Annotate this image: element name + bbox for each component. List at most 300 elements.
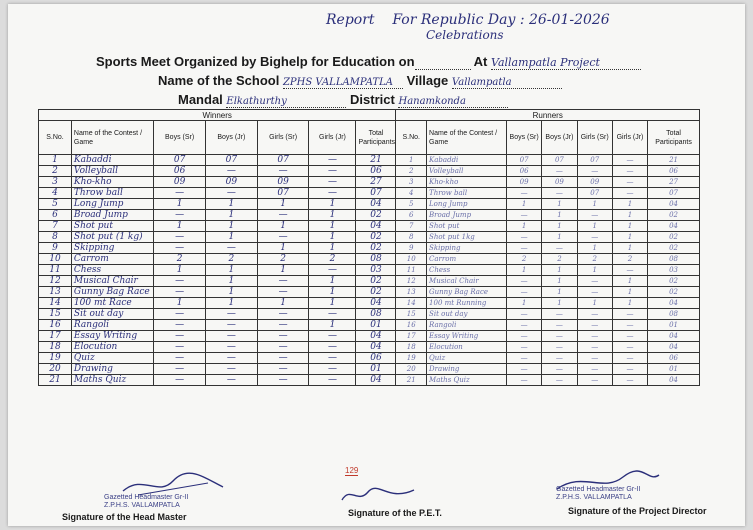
- table-cell-rg: 100 mt Running: [427, 298, 507, 309]
- table-cell-rt: 04: [648, 199, 700, 210]
- village-label: Village: [406, 73, 449, 88]
- table-cell-gs: 1: [257, 243, 309, 254]
- table-row: [39, 342, 700, 353]
- table-cell-rn: 20: [396, 364, 427, 375]
- table-cell-rbs: —: [507, 320, 542, 331]
- table-cell-rgj: —: [612, 309, 647, 320]
- table-cell-rgj: 1: [612, 221, 647, 232]
- table-cell-rn: 6: [396, 210, 427, 221]
- table-cell-rn: 17: [396, 331, 427, 342]
- celebrations-note: Celebrations: [426, 28, 504, 42]
- table-cell-g: Sit out day: [71, 309, 153, 320]
- table-cell-rg: Essay Writing: [427, 331, 507, 342]
- table-cell-gs: —: [257, 353, 309, 364]
- table-cell-rgj: —: [612, 353, 647, 364]
- table-cell-rbs: 06: [507, 166, 542, 177]
- table-cell-g: Chess: [71, 265, 153, 276]
- table-row: [39, 199, 700, 210]
- table-cell-rgs: —: [577, 276, 612, 287]
- table-cell-gj: —: [309, 375, 356, 386]
- table-cell-gs: 1: [257, 199, 309, 210]
- table-cell-t: 02: [356, 287, 396, 298]
- table-cell-rt: 07: [648, 188, 700, 199]
- table-row: [39, 298, 700, 309]
- table-cell-rbj: 1: [542, 221, 577, 232]
- pet-signature-label: Signature of the P.E.T.: [348, 508, 442, 518]
- table-cell-rn: 1: [396, 155, 427, 166]
- table-cell-gj: 1: [309, 276, 356, 287]
- runner-col-sno: S.No.: [396, 121, 427, 155]
- table-cell-bj: 1: [205, 298, 257, 309]
- table-cell-bs: 06: [154, 166, 206, 177]
- table-cell-rn: 5: [396, 199, 427, 210]
- table-cell-rbj: 07: [542, 155, 577, 166]
- stamp-right-line2: Z.P.H.S. VALLAMPATLA: [556, 494, 632, 501]
- table-cell-rgs: —: [577, 342, 612, 353]
- table-cell-gs: 07: [257, 155, 309, 166]
- table-cell-rgs: 1: [577, 221, 612, 232]
- table-cell-gj: 2: [309, 254, 356, 265]
- table-cell-rg: Gunny Bag Race: [427, 287, 507, 298]
- table-cell-rgs: 1: [577, 298, 612, 309]
- school-line: [158, 73, 562, 89]
- table-cell-rbj: —: [542, 331, 577, 342]
- table-cell-bj: 1: [205, 199, 257, 210]
- table-cell-rgj: 2: [612, 254, 647, 265]
- table-cell-rbs: 1: [507, 199, 542, 210]
- table-cell-gj: 1: [309, 232, 356, 243]
- table-cell-n: 5: [39, 199, 72, 210]
- table-cell-rbj: 1: [542, 210, 577, 221]
- table-cell-g: Rangoli: [71, 320, 153, 331]
- table-cell-bs: 1: [154, 221, 206, 232]
- table-cell-gs: —: [257, 342, 309, 353]
- table-cell-rbj: —: [542, 309, 577, 320]
- table-cell-t: 27: [356, 177, 396, 188]
- table-cell-g: Kho-kho: [71, 177, 153, 188]
- table-cell-rgj: 1: [612, 243, 647, 254]
- table-row: [39, 309, 700, 320]
- table-cell-rg: Skipping: [427, 243, 507, 254]
- table-cell-gj: 1: [309, 210, 356, 221]
- table-cell-n: 14: [39, 298, 72, 309]
- table-cell-rn: 10: [396, 254, 427, 265]
- mandal-label: Mandal: [178, 92, 223, 107]
- title-at: At: [473, 54, 488, 69]
- title-line: [96, 54, 641, 70]
- col-sno: S.No.: [39, 121, 72, 155]
- table-cell-t: 02: [356, 243, 396, 254]
- table-cell-rt: 02: [648, 232, 700, 243]
- table-cell-rgs: —: [577, 320, 612, 331]
- table-cell-rbj: 1: [542, 276, 577, 287]
- table-cell-rbj: 1: [542, 232, 577, 243]
- table-cell-t: 01: [356, 364, 396, 375]
- table-cell-bs: 07: [154, 155, 206, 166]
- table-cell-n: 12: [39, 276, 72, 287]
- table-cell-rn: 12: [396, 276, 427, 287]
- table-cell-gs: —: [257, 166, 309, 177]
- table-cell-g: Maths Quiz: [71, 375, 153, 386]
- table-cell-bj: —: [205, 342, 257, 353]
- table-cell-rn: 19: [396, 353, 427, 364]
- table-cell-rbj: —: [542, 353, 577, 364]
- table-row: [39, 188, 700, 199]
- table-cell-gs: —: [257, 210, 309, 221]
- table-cell-rg: Elocution: [427, 342, 507, 353]
- table-cell-rt: 03: [648, 265, 700, 276]
- table-cell-bs: 1: [154, 199, 206, 210]
- table-cell-n: 9: [39, 243, 72, 254]
- table-cell-bs: —: [154, 364, 206, 375]
- table-cell-bj: 09: [205, 177, 257, 188]
- table-cell-n: 1: [39, 155, 72, 166]
- table-cell-bs: —: [154, 276, 206, 287]
- table-cell-rbs: —: [507, 276, 542, 287]
- title-text: Sports Meet Organized by Bighelp for Education on: [96, 54, 415, 69]
- table-cell-rn: 4: [396, 188, 427, 199]
- table-cell-gj: 1: [309, 199, 356, 210]
- table-cell-rg: Rangoli: [427, 320, 507, 331]
- table-cell-rgj: —: [612, 375, 647, 386]
- table-cell-bs: —: [154, 188, 206, 199]
- table-cell-gs: —: [257, 375, 309, 386]
- table-cell-t: 02: [356, 276, 396, 287]
- table-cell-n: 11: [39, 265, 72, 276]
- table-cell-rbj: —: [542, 320, 577, 331]
- table-cell-gj: —: [309, 166, 356, 177]
- table-cell-g: Shot put: [71, 221, 153, 232]
- table-cell-rn: 15: [396, 309, 427, 320]
- table-cell-bj: 1: [205, 210, 257, 221]
- stamp-right-line1: Gazetted Headmaster Gr-II: [556, 486, 641, 493]
- table-cell-rn: 2: [396, 166, 427, 177]
- table-cell-gj: —: [309, 188, 356, 199]
- table-cell-bj: —: [205, 166, 257, 177]
- table-cell-bj: 1: [205, 221, 257, 232]
- winners-section-header: Winners: [39, 110, 396, 121]
- table-cell-rt: 21: [648, 155, 700, 166]
- table-cell-n: 10: [39, 254, 72, 265]
- mandal-line: [178, 92, 508, 108]
- table-cell-g: Elocution: [71, 342, 153, 353]
- table-cell-bj: —: [205, 353, 257, 364]
- table-cell-t: 04: [356, 221, 396, 232]
- table-cell-rn: 3: [396, 177, 427, 188]
- table-cell-rt: 04: [648, 331, 700, 342]
- table-cell-rbj: —: [542, 188, 577, 199]
- col-boys-jr: Boys (Jr): [205, 121, 257, 155]
- table-cell-gj: —: [309, 309, 356, 320]
- table-cell-gs: 1: [257, 298, 309, 309]
- col-game: Name of the Contest / Game: [71, 121, 153, 155]
- table-cell-rbs: 07: [507, 155, 542, 166]
- table-cell-rg: Throw ball: [427, 188, 507, 199]
- table-row: [39, 166, 700, 177]
- table-cell-t: 21: [356, 155, 396, 166]
- table-cell-rbs: —: [507, 232, 542, 243]
- table-cell-gs: —: [257, 364, 309, 375]
- title-place: Vallampatla Project: [491, 56, 641, 70]
- table-cell-rgs: 1: [577, 265, 612, 276]
- table-cell-gs: —: [257, 331, 309, 342]
- table-cell-rbj: —: [542, 243, 577, 254]
- table-cell-rgs: —: [577, 287, 612, 298]
- table-cell-rbs: —: [507, 188, 542, 199]
- table-cell-rgs: —: [577, 232, 612, 243]
- table-cell-rg: Musical Chair: [427, 276, 507, 287]
- table-cell-g: Skipping: [71, 243, 153, 254]
- table-cell-t: 01: [356, 320, 396, 331]
- table-cell-rt: 04: [648, 298, 700, 309]
- table-cell-n: 7: [39, 221, 72, 232]
- report-note: Report: [326, 12, 375, 28]
- table-cell-rbs: —: [507, 309, 542, 320]
- table-row: [39, 221, 700, 232]
- table-cell-rn: 8: [396, 232, 427, 243]
- table-cell-gs: —: [257, 320, 309, 331]
- table-cell-gj: 1: [309, 221, 356, 232]
- table-cell-rg: Volleyball: [427, 166, 507, 177]
- table-cell-rbs: —: [507, 287, 542, 298]
- table-cell-t: 04: [356, 342, 396, 353]
- table-cell-n: 2: [39, 166, 72, 177]
- table-cell-bs: —: [154, 287, 206, 298]
- table-cell-rt: 08: [648, 309, 700, 320]
- table-cell-rgs: 1: [577, 243, 612, 254]
- table-cell-gs: —: [257, 309, 309, 320]
- table-cell-bs: —: [154, 342, 206, 353]
- table-cell-gj: —: [309, 155, 356, 166]
- table-cell-rgs: —: [577, 166, 612, 177]
- col-total: Total Participants: [356, 121, 396, 155]
- table-cell-bs: —: [154, 243, 206, 254]
- table-row: [39, 331, 700, 342]
- table-cell-bj: —: [205, 320, 257, 331]
- col-girls-jr: Girls (Jr): [309, 121, 356, 155]
- table-cell-n: 8: [39, 232, 72, 243]
- table-cell-rgs: —: [577, 364, 612, 375]
- table-row: [39, 320, 700, 331]
- table-cell-gs: 09: [257, 177, 309, 188]
- table-cell-g: Essay Writing: [71, 331, 153, 342]
- table-cell-gj: —: [309, 177, 356, 188]
- table-cell-rt: 08: [648, 254, 700, 265]
- table-cell-bs: —: [154, 210, 206, 221]
- table-cell-bj: —: [205, 188, 257, 199]
- table-cell-n: 21: [39, 375, 72, 386]
- table-cell-bj: —: [205, 375, 257, 386]
- table-cell-rt: 02: [648, 276, 700, 287]
- table-cell-bj: —: [205, 309, 257, 320]
- stamp-left: [104, 494, 188, 510]
- table-cell-t: 04: [356, 199, 396, 210]
- stamp-right: [556, 486, 640, 502]
- table-cell-g: Broad Jump: [71, 210, 153, 221]
- table-cell-rgj: —: [612, 155, 647, 166]
- table-cell-rg: Maths Quiz: [427, 375, 507, 386]
- table-cell-rt: 02: [648, 243, 700, 254]
- table-cell-rgj: —: [612, 320, 647, 331]
- table-row: [39, 155, 700, 166]
- col-boys-sr: Boys (Sr): [154, 121, 206, 155]
- table-cell-g: Kabaddi: [71, 155, 153, 166]
- table-cell-rgj: —: [612, 177, 647, 188]
- table-cell-rbs: —: [507, 243, 542, 254]
- table-cell-n: 18: [39, 342, 72, 353]
- table-row: [39, 254, 700, 265]
- table-cell-gs: 07: [257, 188, 309, 199]
- runners-section-header: Runners: [396, 110, 700, 121]
- table-cell-t: 02: [356, 232, 396, 243]
- table-cell-bs: 1: [154, 298, 206, 309]
- table-cell-rgj: —: [612, 265, 647, 276]
- table-cell-rn: 16: [396, 320, 427, 331]
- table-cell-rg: Sit out day: [427, 309, 507, 320]
- district-value: Hanamkonda: [398, 96, 508, 108]
- table-row: [39, 353, 700, 364]
- table-cell-rgs: 1: [577, 199, 612, 210]
- table-cell-n: 3: [39, 177, 72, 188]
- table-cell-bj: 2: [205, 254, 257, 265]
- table-cell-rbj: 1: [542, 287, 577, 298]
- table-cell-rg: Quiz: [427, 353, 507, 364]
- table-cell-g: Long Jump: [71, 199, 153, 210]
- table-cell-rgs: —: [577, 331, 612, 342]
- table-cell-bj: 1: [205, 287, 257, 298]
- table-row: [39, 375, 700, 386]
- table-cell-bs: 2: [154, 254, 206, 265]
- table-cell-bj: —: [205, 364, 257, 375]
- table-cell-rg: Chess: [427, 265, 507, 276]
- table-cell-rgj: —: [612, 364, 647, 375]
- table-cell-bs: —: [154, 331, 206, 342]
- table-cell-rt: 04: [648, 375, 700, 386]
- table-cell-rgj: —: [612, 342, 647, 353]
- table-row: [39, 364, 700, 375]
- table-cell-bj: —: [205, 243, 257, 254]
- table-row: [39, 276, 700, 287]
- table-cell-rbs: —: [507, 210, 542, 221]
- runner-col-game: Name of the Contest / Game: [427, 121, 507, 155]
- table-cell-rg: Shot put: [427, 221, 507, 232]
- header-note: [326, 12, 610, 28]
- table-cell-rn: 7: [396, 221, 427, 232]
- table-cell-bj: 07: [205, 155, 257, 166]
- table-cell-rt: 02: [648, 210, 700, 221]
- table-cell-bj: 1: [205, 232, 257, 243]
- stamp-left-line1: Gazetted Headmaster Gr-II: [104, 494, 189, 501]
- table-cell-rt: 02: [648, 287, 700, 298]
- table-cell-bs: 1: [154, 265, 206, 276]
- table-row: [39, 287, 700, 298]
- table-cell-t: 07: [356, 188, 396, 199]
- table-cell-g: Gunny Bag Race: [71, 287, 153, 298]
- table-cell-t: 04: [356, 375, 396, 386]
- table-cell-rn: 18: [396, 342, 427, 353]
- table-cell-rgs: —: [577, 375, 612, 386]
- table-cell-rg: Kho-kho: [427, 177, 507, 188]
- table-cell-g: Shot put (1 kg): [71, 232, 153, 243]
- table-cell-bs: —: [154, 353, 206, 364]
- table-cell-rgj: —: [612, 331, 647, 342]
- table-cell-rbs: —: [507, 331, 542, 342]
- table-cell-bj: 1: [205, 265, 257, 276]
- table-cell-rgs: —: [577, 309, 612, 320]
- table-cell-n: 6: [39, 210, 72, 221]
- runner-col-boys-jr: Boys (Jr): [542, 121, 577, 155]
- document-sheet: [8, 4, 745, 526]
- table-cell-bs: —: [154, 320, 206, 331]
- table-cell-rg: Shot put 1kg: [427, 232, 507, 243]
- table-cell-rbj: —: [542, 166, 577, 177]
- table-cell-gj: —: [309, 364, 356, 375]
- table-cell-rbj: 09: [542, 177, 577, 188]
- table-cell-rt: 01: [648, 364, 700, 375]
- table-cell-g: Volleyball: [71, 166, 153, 177]
- table-cell-rgs: 07: [577, 188, 612, 199]
- table-cell-gj: 1: [309, 320, 356, 331]
- table-cell-t: 08: [356, 254, 396, 265]
- stamp-left-line2: Z.P.H.S. VALLAMPATLA: [104, 502, 180, 509]
- district-label: District: [350, 92, 395, 107]
- table-cell-bj: —: [205, 331, 257, 342]
- runner-col-total: Total Participants: [648, 121, 700, 155]
- table-cell-rn: 11: [396, 265, 427, 276]
- table-cell-n: 4: [39, 188, 72, 199]
- table-row: [39, 210, 700, 221]
- table-cell-t: 03: [356, 265, 396, 276]
- table-cell-gs: 1: [257, 221, 309, 232]
- table-cell-n: 13: [39, 287, 72, 298]
- table-cell-rbs: 1: [507, 221, 542, 232]
- table-cell-rgj: —: [612, 188, 647, 199]
- table-cell-rg: Kabaddi: [427, 155, 507, 166]
- table-cell-rbj: —: [542, 375, 577, 386]
- table-cell-bs: —: [154, 375, 206, 386]
- table-cell-rgj: 1: [612, 199, 647, 210]
- table-cell-rbs: —: [507, 342, 542, 353]
- table-cell-rbs: —: [507, 353, 542, 364]
- table-row: [39, 243, 700, 254]
- table-cell-rg: Broad Jump: [427, 210, 507, 221]
- table-cell-rbj: 2: [542, 254, 577, 265]
- table-cell-t: 02: [356, 210, 396, 221]
- table-cell-rgs: 09: [577, 177, 612, 188]
- table-cell-rg: Drawing: [427, 364, 507, 375]
- school-label: Name of the School: [158, 73, 280, 88]
- table-cell-gj: 1: [309, 298, 356, 309]
- table-cell-t: 04: [356, 331, 396, 342]
- table-cell-t: 06: [356, 353, 396, 364]
- results-table: [38, 109, 700, 386]
- runner-col-girls-sr: Girls (Sr): [577, 121, 612, 155]
- table-cell-rbj: —: [542, 364, 577, 375]
- table-cell-rt: 06: [648, 166, 700, 177]
- table-cell-g: Throw ball: [71, 188, 153, 199]
- table-cell-rbs: 2: [507, 254, 542, 265]
- table-cell-gj: —: [309, 353, 356, 364]
- table-cell-n: 17: [39, 331, 72, 342]
- director-signature-label: Signature of the Project Director: [568, 506, 707, 516]
- table-cell-rbj: 1: [542, 199, 577, 210]
- table-cell-gs: —: [257, 232, 309, 243]
- mandal-value: Elkathurthy: [226, 96, 346, 108]
- table-cell-rn: 13: [396, 287, 427, 298]
- table-cell-rgs: 07: [577, 155, 612, 166]
- table-cell-gj: 1: [309, 287, 356, 298]
- table-cell-rg: Long Jump: [427, 199, 507, 210]
